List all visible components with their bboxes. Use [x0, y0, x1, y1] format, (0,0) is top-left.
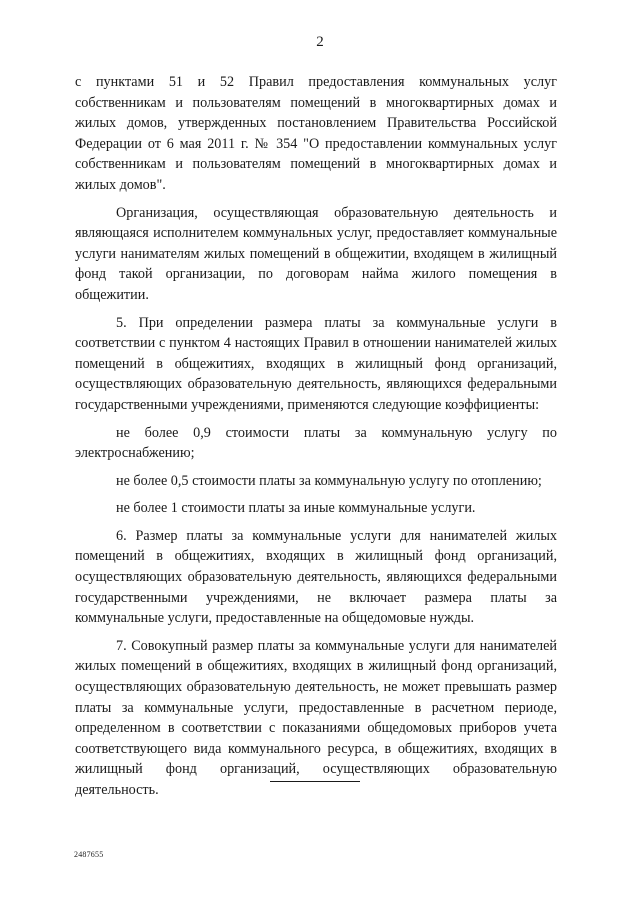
paragraph-organization: Организация, осуществляющая образовательную деятельность и являющаяся исполнителем коммунальных услуг, предоставляет коммунальные услуги нанимателям жилых помещений в общежитии, входящем в жилищный фонд такой организации, по договорам найма жилого помещения в общежитии.: [75, 204, 557, 303]
end-separator-line: [270, 781, 360, 782]
paragraph-coefficient-other: не более 1 стоимости платы за иные коммунальные услуги.: [116, 500, 476, 517]
document-body: [75, 72, 557, 801]
paragraph-item-5: 5. При определении размера платы за коммунальные услуги в соответствии с пунктом 4 настоящих Правил в отношении нанимателей жилых помещений в общежитиях, входящих в жилищный фонд организаций, осуществляющих образовательную деятельность, являющихся федеральными государственными учреждениями, применяются следующие коэффициенты:: [75, 314, 557, 413]
paragraph-item-6: 6. Размер платы за коммунальные услуги для нанимателей жилых помещений в общежитиях, входящих в жилищный фонд организаций, осуществляющих образовательную деятельность, являющихся федеральными государственными учреждениями, не включает размера платы за коммунальные услуги, предоставленные на общедомовые нужды.: [75, 527, 557, 627]
paragraph-item-7: 7. Совокупный размер платы за коммунальные услуги для нанимателей жилых помещений в общежитиях, входящих в жилищный фонд организаций, осуществляющих образовательную деятельность, не может превышать размер платы за коммунальные услуги, предоставленные в расчетном периоде, определенном в соответствии с показаниями общедомовых приборов учета соответствующего вида коммунального ресурса, в общежитиях, входящих в жилищный фонд организаций, осуществляющих образовательную деятельность.: [75, 637, 557, 798]
paragraph-continuation: с пунктами 51 и 52 Правил предоставления коммунальных услуг собственникам и пользователям помещений в многоквартирных домах и жилых домов, утвержденных постановлением Правительства Российской Федерации от 6 мая 2011 г. № 354 "О предоставлении коммунальных услуг собственникам и пользователям помещений в многоквартирных домах и жилых домов".: [75, 74, 557, 193]
paragraph-coefficient-electricity: не более 0,9 стоимости платы за коммунальную услугу по электроснабжению;: [75, 424, 557, 462]
document-code: 2487655: [74, 850, 104, 859]
paragraph-coefficient-heating: не более 0,5 стоимости платы за коммунальную услугу по отоплению;: [116, 472, 542, 489]
page-number: 2: [316, 34, 324, 50]
